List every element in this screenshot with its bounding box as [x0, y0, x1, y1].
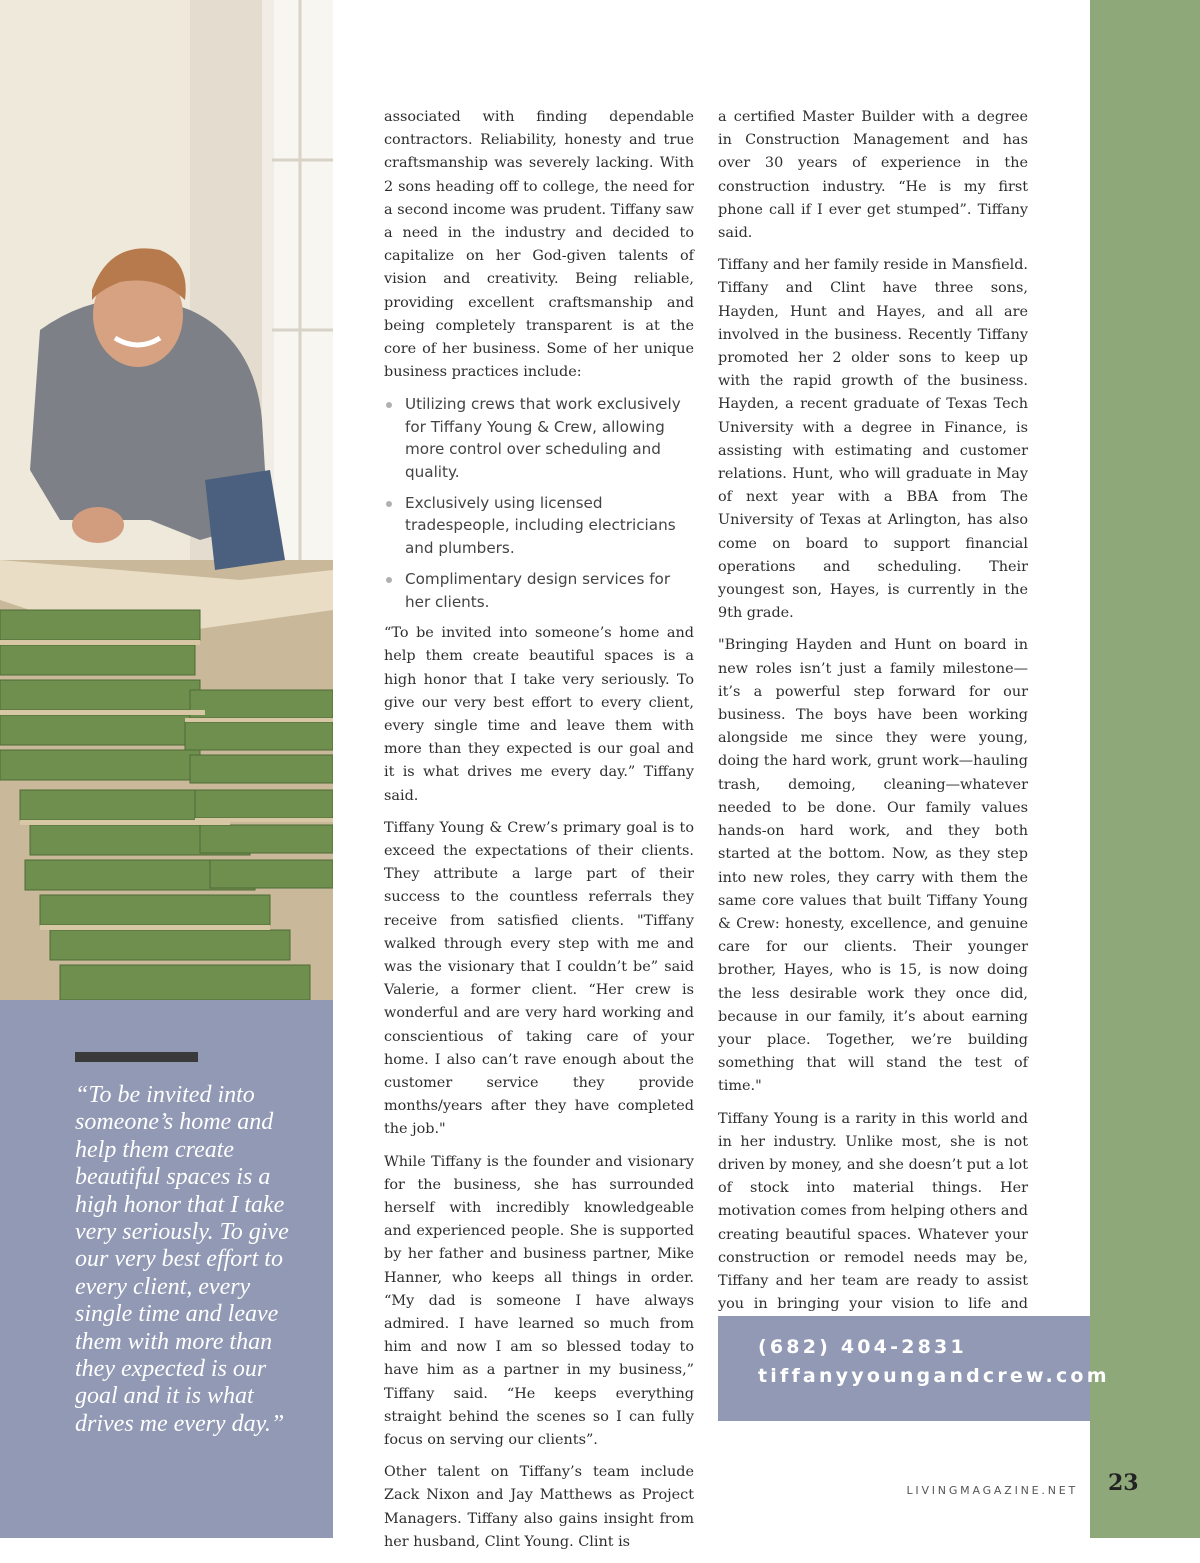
list-item-text: Utilizing crews that work exclusively for Tiffany Young & Crew, allowing more control over scheduling and quality. [405, 395, 681, 481]
man-with-flooring-boxes-image [0, 0, 333, 1000]
contact-panel [718, 1316, 1110, 1421]
business-practices-list [384, 393, 694, 613]
website-link[interactable]: tiffanyyoungandcrew.com [758, 1365, 1110, 1387]
list-item-text: Complimentary design services for her clients. [405, 570, 671, 611]
paragraph: Tiffany and her family reside in Mansfield. Tiffany and Clint have three sons, Hayden, Hunt and Hayes, and all are involved in the business. Recently Tiffany promoted her 2 older sons to keep up with the rapid growth of the business. Hayden, a recent graduate of Texas Tech University with a degree in Finance, is assisting with estimating and customer relations. Hunt, who will graduate in May of next year with a BBA from The University of Texas at Arlington, has also come on board to support financial operations and scheduling. Their youngest son, Hayes, is currently in the 9th grade. [718, 257, 1028, 622]
pull-quote-panel [0, 1000, 333, 1538]
paragraph: Tiffany Young is a rarity in this world and in her industry. Unlike most, she is not driven by money, and she doesn’t put a lot of stock into material things. Her motivation comes from helping others and creating beautiful spaces. Whatever your construction or remodel needs may be, Tiffany and her team are ready to assist you in bringing your vision to life and [718, 1110, 1028, 1313]
bullet-icon [386, 577, 392, 583]
feature-photo [0, 0, 333, 1000]
quote-accent-bar [75, 1052, 198, 1062]
article-column-1 [384, 106, 694, 1563]
paragraph: Tiffany Young & Crew’s primary goal is to exceed the expectations of their clients. They attribute a large part of their success to the countless referrals they receive from satisfied clients. "Tiffany walked through every step with me and was the visionary that I couldn’t be” said Valerie, a former client. “Her crew is wonderful and are very hard working and conscientious of taking care of your home. I also can’t rave enough about the customer service they provide months/years after they have completed the job." [384, 819, 694, 1138]
list-item [384, 492, 694, 559]
list-item [384, 568, 694, 613]
paragraph: “To be invited into someone’s home and help them create beautiful spaces is a high honor that I take very seriously. To give our very best effort to every client, every single time and leave them with more than they expected is our goal and it is what drives me every day.” Tiffany said. [384, 625, 694, 804]
pull-quote: “To be invited into someone’s home and help them create beautiful spaces is a high honor that I take very seriously. To give our very best effort to every client, every single time and leave them with more than they expected is our goal and it is what drives me every day.” [75, 1082, 289, 1437]
phone-number[interactable]: (682) 404-2831 [758, 1336, 967, 1358]
green-side-strip [1090, 0, 1200, 1538]
bullet-icon [386, 501, 392, 507]
paragraph: Other talent on Tiffany’s team include Zack Nixon and Jay Matthews as Project Managers. Tiffany also gains insight from her husband, Clint Young. Clint is [384, 1464, 694, 1550]
paragraph: "Bringing Hayden and Hunt on board in new roles isn’t just a family milestone—it’s a powerful step forward for our business. The boys have been working alongside me since they were young, doing the hard work, grunt work—hauling trash, demoing, cleaning—whatever needed to be done. Our family values hands-on hard work, and they both started at the bottom. Now, as they step into new roles, they carry with them the same core values that built Tiffany Young & Crew: honesty, excellence, and genuine care for our clients. Their younger brother, Hayes, who is 15, is now doing the less desirable work they once did, because in our family, it’s about earning your place. Together, we’re building something that will stand the test of time." [718, 637, 1028, 1095]
list-item-text: Exclusively using licensed tradespeople, including electricians and plumbers. [405, 494, 676, 557]
paragraph: associated with finding dependable contractors. Reliability, honesty and true craftsmanship was severely lacking. With 2 sons heading off to college, the need for a second income was prudent. Tiffany saw a need in the industry and decided to capitalize on her God-given talents of vision and creativity. Being reliable, providing excellent craftsmanship and being completely transparent is at the core of her business. Some of her unique business practices include: [384, 109, 694, 381]
paragraph: While Tiffany is the founder and visionary for the business, she has surrounded herself with incredibly knowledgeable and experienced people. She is supported by her father and business partner, Mike Hanner, who keeps all things in order. “My dad is someone I have always admired. I have learned so much from him and now I am so blessed today to have him as a partner in my business,” Tiffany said. “He keeps everything straight behind the scenes so I can fully focus on serving our clients”. [384, 1153, 694, 1448]
footer-site-name[interactable]: LIVINGMAGAZINE.NET [906, 1484, 1078, 1497]
article-column-2 [718, 106, 1028, 1349]
bullet-icon [386, 402, 392, 408]
page-number: 23 [1108, 1470, 1139, 1496]
list-item [384, 393, 694, 483]
paragraph: a certified Master Builder with a degree in Construction Management and has over 30 years of experience in the construction industry. “He is my first phone call if I ever get stumped”. Tiffany said. [718, 109, 1028, 242]
